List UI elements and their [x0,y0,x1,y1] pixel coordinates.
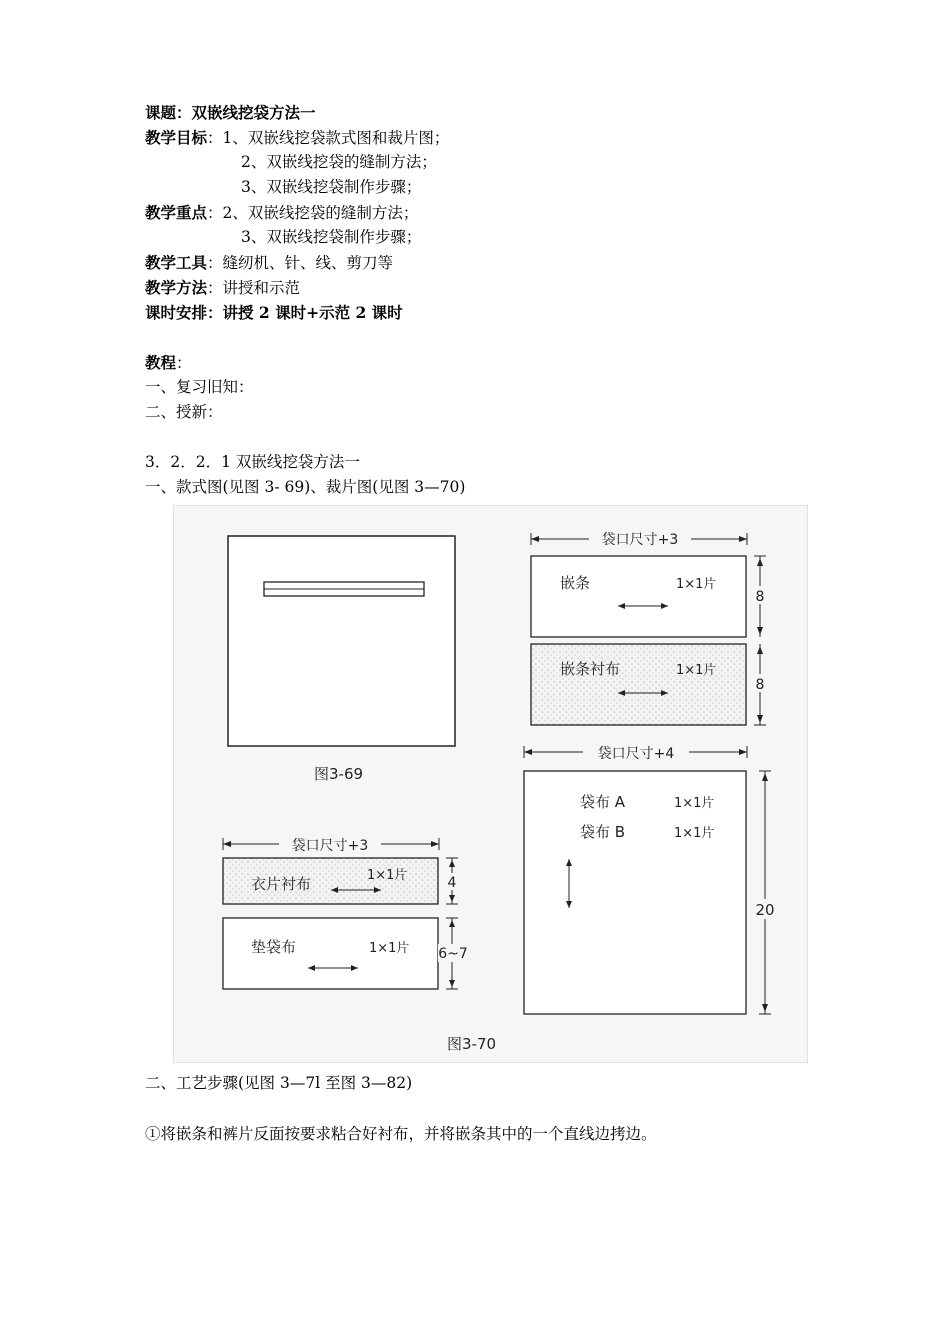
piece-body-lining-qty: 1×1片 [367,868,408,883]
goal-line [145,125,465,150]
dim-label-20: 20 [755,901,775,919]
arrow-right-icon [431,841,439,847]
arrow-right-icon [739,536,747,542]
piece-qiantiao-lining-label: 嵌条衬布 [560,660,621,678]
new-line: 二、授新： [145,403,223,421]
piece-pad-label: 垫袋布 [251,938,297,956]
piece-qiantiao [531,556,746,637]
review-line: 一、复习旧知： [145,378,254,396]
dim-label-top-right: 袋口尺寸+3 [601,532,679,548]
step1-line: ①将嵌条和裤片反面按要求粘合好衬布，并将嵌条其中的一个直线边拷边。 [145,1125,657,1143]
piece-body-lining-label: 衣片衬布 [251,875,312,893]
piece-qiantiao-label: 嵌条 [560,574,591,592]
piece-bag-a-label: 袋布 A [580,793,626,811]
arrow-down-icon [449,895,455,902]
method-value: 讲授和示范 [222,279,301,297]
goal-item-3: 3、双嵌线挖袋制作步骤； [241,178,422,196]
tools-colon: ： [207,254,223,272]
arrow-down-icon [757,627,763,635]
course-line [145,350,465,375]
arrow-left-icon [531,536,539,542]
item2-line: 二、工艺步骤(见图 3—7l 至图 3—82) [145,1074,413,1092]
piece-bag-b-label: 袋布 B [580,823,626,841]
arrow-left-icon [223,841,231,847]
dim-label-8b: 8 [755,677,765,693]
arrow-down-icon [757,715,763,723]
focus-label: 教学重点 [145,203,208,222]
arrow-down-icon [762,1004,768,1012]
schedule-label: 课时安排： [145,303,223,322]
pattern-diagram [174,506,807,1062]
piece-bag-b-qty: 1×1片 [674,826,715,841]
arrow-up-icon [757,558,763,566]
dim-label-6-7: 6~7 [438,946,468,962]
tools-label: 教学工具 [145,253,208,272]
course-label: 教程 [145,353,177,372]
topic-label: 课题： [145,103,192,122]
arrow-up-icon [449,920,455,927]
spacer [145,325,465,350]
piece-qiantiao-lining-qty: 1×1片 [676,663,717,678]
dim-label-left: 袋口尺寸+3 [291,838,369,854]
dim-label-4: 4 [447,875,457,891]
spacer [145,425,465,450]
goal-item-2: 2、双嵌线挖袋的缝制方法； [241,153,437,171]
focus-item-1: 2、双嵌线挖袋的缝制方法； [222,204,419,222]
arrow-up-icon [757,646,763,654]
piece-pad-qty: 1×1片 [369,941,410,956]
arrow-left-icon [524,749,532,755]
piece-qiantiao-lining [531,644,746,725]
topic-value: 双嵌线挖袋方法一 [191,103,316,122]
garment-panel [228,536,455,746]
goal-label: 教学目标 [145,128,208,147]
section-title: 3．2．2．1 双嵌线挖袋方法一 [145,453,360,471]
course-colon: ： [176,354,192,372]
arrow-right-icon [739,749,747,755]
schedule-line [145,300,465,325]
pattern-figure [173,505,808,1063]
focus-item-2: 3、双嵌线挖袋制作步骤； [241,228,422,246]
topic-line [145,100,465,125]
goal-item-1: 1、双嵌线挖袋款式图和裁片图； [222,129,450,147]
schedule-value: 讲授 2 课时+示范 2 课时 [222,303,403,322]
fig69-caption: 图3-69 [314,765,364,783]
arrow-down-icon [449,980,455,987]
method-line [145,275,465,300]
item1-line: 一、款式图(见图 3- 69)、裁片图(见图 3—70) [145,478,466,496]
focus-line [145,200,465,225]
lesson-header [145,100,465,500]
focus-colon: ： [207,204,223,222]
goal-colon: ： [207,129,223,147]
arrow-up-icon [762,773,768,781]
tools-line [145,250,465,275]
piece-qiantiao-qty: 1×1片 [676,577,717,592]
tools-value: 缝纫机、针、线、剪刀等 [222,254,394,272]
fig70-caption: 图3-70 [447,1035,497,1053]
piece-bag-a-qty: 1×1片 [674,796,715,811]
dim-label-8a: 8 [755,589,765,605]
dim-label-mid-right: 袋口尺寸+4 [597,746,675,762]
method-colon: ： [207,279,223,297]
arrow-up-icon [449,860,455,867]
method-label: 教学方法 [145,278,208,297]
